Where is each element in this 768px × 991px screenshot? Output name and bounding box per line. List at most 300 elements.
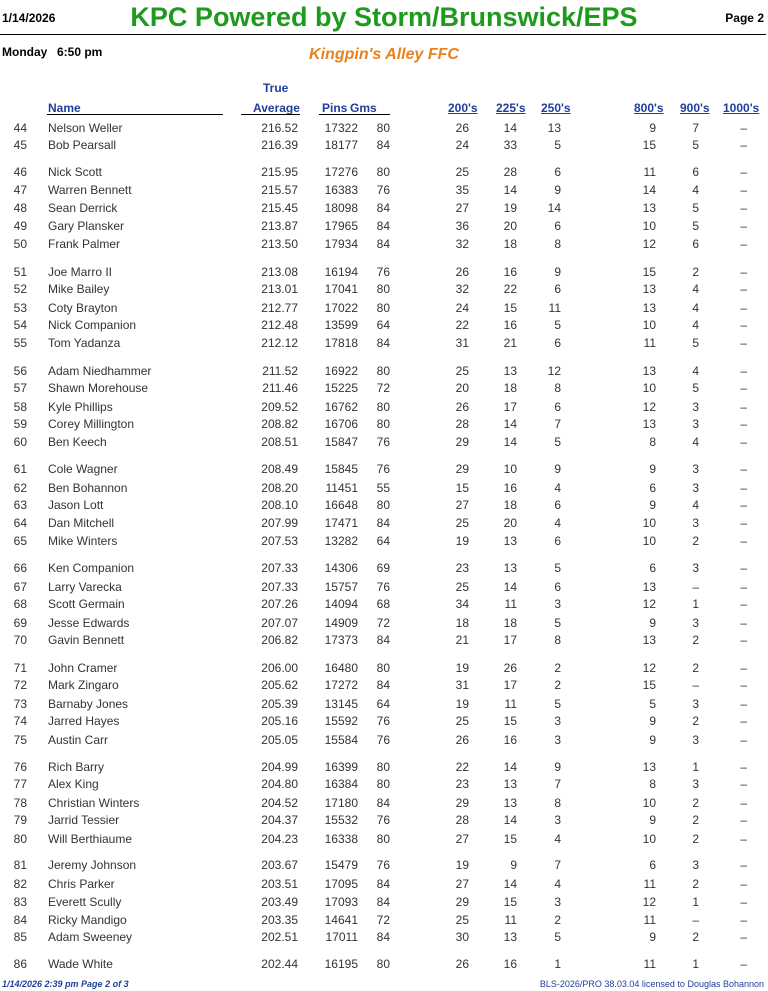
cell-average: 208.20 [261, 481, 298, 495]
cell-rank: 66 [13, 561, 27, 575]
table-row [0, 616, 768, 632]
cell-count-250: 3 [554, 895, 561, 909]
table-row [0, 336, 768, 352]
cell-count-225: 17 [503, 400, 517, 414]
cell-rank: 61 [13, 462, 27, 476]
cell-average: 208.10 [261, 498, 298, 512]
cell-series-900: 5 [692, 201, 699, 215]
cell-pins: 17934 [324, 237, 358, 251]
cell-count-225: 14 [503, 417, 517, 431]
cell-rank: 69 [13, 616, 27, 630]
cell-series-800: 15 [642, 678, 656, 692]
cell-series-1000: – [740, 534, 747, 548]
table-row [0, 498, 768, 514]
alley-name: Kingpin's Alley FFC [309, 46, 459, 63]
footer-license: BLS-2026/PRO 38.03.04 licensed to Douglas Bohannon [539, 979, 764, 989]
cell-series-1000: – [740, 381, 747, 395]
cell-average: 204.52 [261, 796, 298, 810]
cell-series-1000: – [740, 895, 747, 909]
cell-series-900: – [692, 913, 699, 927]
cell-rank: 62 [13, 481, 27, 495]
cell-rank: 49 [13, 219, 27, 233]
cell-series-800: 10 [642, 219, 656, 233]
cell-count-200: 15 [455, 481, 469, 495]
cell-series-900: – [692, 678, 699, 692]
table-row [0, 633, 768, 649]
cell-series-900: 4 [692, 498, 699, 512]
cell-series-900: 3 [692, 858, 699, 872]
header-rule [0, 34, 766, 35]
cell-count-225: 17 [503, 678, 517, 692]
cell-average: 202.44 [261, 957, 298, 971]
cell-games: 84 [376, 796, 390, 810]
cell-player-name: Jarred Hayes [48, 714, 120, 728]
cell-series-900: 2 [692, 877, 699, 891]
cell-series-900: 6 [692, 237, 699, 251]
cell-series-900: 5 [692, 381, 699, 395]
cell-pins: 18177 [324, 138, 358, 152]
cell-rank: 76 [13, 760, 27, 774]
cell-pins: 16399 [324, 760, 358, 774]
cell-count-200: 27 [455, 832, 469, 846]
cell-player-name: Shawn Morehouse [48, 381, 149, 395]
cell-series-800: 13 [642, 201, 656, 215]
cell-pins: 14641 [324, 913, 358, 927]
cell-average: 205.16 [261, 714, 298, 728]
cell-series-1000: – [740, 121, 747, 135]
cell-series-1000: – [740, 877, 747, 891]
cell-series-900: 2 [692, 534, 699, 548]
cell-average: 208.49 [261, 462, 298, 476]
cell-series-800: 6 [649, 561, 656, 575]
cell-pins: 17093 [324, 895, 358, 909]
cell-series-800: 12 [642, 895, 656, 909]
cell-series-1000: – [740, 813, 747, 827]
cell-count-250: 4 [554, 877, 561, 891]
table-row [0, 697, 768, 713]
cell-count-250: 6 [554, 400, 561, 414]
cell-series-800: 11 [643, 165, 656, 179]
table-row [0, 895, 768, 911]
cell-series-800: 10 [642, 381, 656, 395]
cell-series-800: 15 [642, 138, 656, 152]
cell-count-225: 18 [503, 498, 517, 512]
cell-pins: 17818 [324, 336, 358, 350]
cell-games: 76 [376, 580, 390, 594]
cell-player-name: Dan Mitchell [48, 516, 115, 530]
cell-player-name: Nick Scott [48, 165, 103, 179]
cell-series-800: 11 [643, 957, 656, 971]
cell-series-1000: – [740, 777, 747, 791]
table-row [0, 183, 768, 199]
cell-pins: 17276 [324, 165, 358, 179]
cell-games: 76 [376, 435, 390, 449]
cell-series-900: 2 [692, 832, 699, 846]
cell-series-800: 12 [642, 237, 656, 251]
cell-player-name: Joe Marro II [48, 265, 113, 279]
cell-count-200: 25 [455, 580, 469, 594]
cell-pins: 15532 [324, 813, 358, 827]
cell-count-200: 19 [455, 534, 469, 548]
cell-pins: 15847 [324, 435, 358, 449]
cell-count-225: 10 [503, 462, 517, 476]
cell-rank: 45 [13, 138, 27, 152]
cell-pins: 11451 [325, 481, 358, 495]
cell-count-250: 7 [554, 858, 561, 872]
cell-games: 84 [376, 877, 390, 891]
cell-count-250: 3 [554, 597, 561, 611]
cell-series-900: 5 [692, 336, 699, 350]
cell-count-200: 25 [455, 714, 469, 728]
cell-series-900: 5 [692, 219, 699, 233]
table-row [0, 237, 768, 253]
cell-pins: 17041 [324, 282, 358, 296]
cell-count-225: 18 [503, 616, 517, 630]
average-header-rule [241, 114, 300, 115]
col-header-gms: Gms [350, 101, 377, 115]
league-day: Monday [2, 45, 48, 59]
cell-series-1000: – [740, 183, 747, 197]
cell-pins: 16195 [324, 957, 358, 971]
cell-games: 76 [376, 462, 390, 476]
cell-games: 80 [376, 165, 390, 179]
table-row [0, 481, 768, 497]
cell-games: 80 [376, 121, 390, 135]
cell-pins: 13599 [324, 318, 358, 332]
cell-series-1000: – [740, 580, 747, 594]
cell-games: 64 [376, 697, 390, 711]
cell-average: 204.23 [261, 832, 298, 846]
table-row [0, 534, 768, 550]
cell-series-900: 2 [692, 930, 699, 944]
cell-games: 64 [376, 534, 390, 548]
cell-player-name: Mike Bailey [48, 282, 110, 296]
cell-count-225: 11 [504, 697, 517, 711]
cell-player-name: Jason Lott [48, 498, 104, 512]
cell-games: 72 [376, 381, 390, 395]
cell-series-1000: – [740, 597, 747, 611]
cell-pins: 15584 [324, 733, 358, 747]
cell-rank: 54 [13, 318, 27, 332]
cell-player-name: Mark Zingaro [48, 678, 119, 692]
cell-count-225: 14 [503, 183, 517, 197]
cell-player-name: Austin Carr [48, 733, 109, 747]
cell-count-225: 14 [503, 580, 517, 594]
cell-player-name: Nick Companion [48, 318, 137, 332]
cell-pins: 17373 [324, 633, 358, 647]
cell-count-225: 16 [503, 481, 517, 495]
cell-rank: 46 [13, 165, 27, 179]
cell-rank: 52 [13, 282, 27, 296]
table-row [0, 435, 768, 451]
cell-pins: 16762 [324, 400, 358, 414]
col-header-900: 900's [680, 101, 710, 115]
cell-series-900: 2 [692, 714, 699, 728]
cell-average: 209.52 [261, 400, 298, 414]
table-row [0, 561, 768, 577]
cell-rank: 81 [13, 858, 27, 872]
cell-count-200: 19 [455, 697, 469, 711]
cell-count-250: 6 [554, 336, 561, 350]
cell-pins: 14909 [324, 616, 358, 630]
cell-count-200: 30 [455, 930, 469, 944]
cell-games: 72 [376, 913, 390, 927]
cell-pins: 16648 [324, 498, 358, 512]
cell-average: 215.95 [261, 165, 298, 179]
cell-series-800: 10 [642, 534, 656, 548]
cell-rank: 53 [13, 301, 27, 315]
cell-series-1000: – [740, 462, 747, 476]
cell-count-250: 5 [554, 318, 561, 332]
cell-average: 213.50 [261, 237, 298, 251]
cell-average: 205.05 [261, 733, 298, 747]
cell-rank: 71 [13, 661, 27, 675]
table-row [0, 318, 768, 334]
cell-count-200: 32 [455, 282, 469, 296]
cell-rank: 78 [13, 796, 27, 810]
cell-player-name: Christian Winters [48, 796, 140, 810]
cell-series-800: 9 [649, 930, 656, 944]
cell-series-800: 12 [642, 400, 656, 414]
cell-player-name: Will Berthiaume [48, 832, 133, 846]
cell-series-900: 4 [692, 183, 699, 197]
cell-count-200: 25 [455, 165, 469, 179]
cell-average: 202.51 [261, 930, 298, 944]
col-header-name: Name [48, 101, 81, 115]
cell-count-250: 1 [554, 957, 561, 971]
cell-player-name: Adam Niedhammer [48, 364, 152, 378]
cell-count-200: 29 [455, 895, 469, 909]
cell-games: 80 [376, 760, 390, 774]
table-row [0, 777, 768, 793]
cell-games: 76 [376, 733, 390, 747]
cell-series-900: 3 [692, 561, 699, 575]
cell-count-250: 2 [554, 913, 561, 927]
cell-games: 80 [376, 301, 390, 315]
cell-games: 72 [376, 616, 390, 630]
cell-player-name: Kyle Phillips [48, 400, 113, 414]
table-row [0, 813, 768, 829]
cell-count-200: 29 [455, 796, 469, 810]
cell-rank: 80 [13, 832, 27, 846]
table-row [0, 930, 768, 946]
cell-rank: 65 [13, 534, 27, 548]
cell-series-800: 13 [642, 282, 656, 296]
cell-pins: 17965 [324, 219, 358, 233]
cell-series-900: 4 [692, 435, 699, 449]
cell-games: 84 [376, 930, 390, 944]
cell-count-250: 9 [554, 265, 561, 279]
table-row [0, 462, 768, 478]
cell-rank: 73 [13, 697, 27, 711]
cell-series-1000: – [740, 661, 747, 675]
cell-series-800: 6 [649, 481, 656, 495]
cell-series-800: 13 [642, 301, 656, 315]
cell-series-1000: – [740, 265, 747, 279]
cell-count-225: 14 [503, 121, 517, 135]
cell-games: 64 [376, 318, 390, 332]
cell-series-1000: – [740, 201, 747, 215]
cell-average: 211.46 [262, 381, 298, 395]
cell-series-800: 11 [643, 877, 656, 891]
cell-series-1000: – [740, 516, 747, 530]
cell-count-225: 16 [503, 733, 517, 747]
cell-games: 68 [376, 597, 390, 611]
cell-player-name: Ben Keech [48, 435, 107, 449]
cell-count-225: 19 [503, 201, 517, 215]
table-row [0, 165, 768, 181]
cell-pins: 17011 [325, 930, 358, 944]
cell-count-250: 8 [554, 381, 561, 395]
table-row [0, 678, 768, 694]
table-row [0, 597, 768, 613]
cell-count-250: 12 [547, 364, 561, 378]
cell-series-1000: – [740, 697, 747, 711]
cell-series-800: 9 [649, 616, 656, 630]
cell-player-name: Everett Scully [48, 895, 122, 909]
cell-games: 76 [376, 813, 390, 827]
cell-games: 80 [376, 661, 390, 675]
footer-print-info: 1/14/2026 2:39 pm Page 2 of 3 [2, 979, 129, 989]
cell-games: 76 [376, 265, 390, 279]
cell-series-900: 2 [692, 661, 699, 675]
cell-count-200: 32 [455, 237, 469, 251]
cell-rank: 67 [13, 580, 27, 594]
cell-count-225: 15 [503, 301, 517, 315]
cell-count-225: 14 [503, 760, 517, 774]
cell-average: 216.39 [261, 138, 298, 152]
cell-series-900: 4 [692, 364, 699, 378]
cell-series-900: 3 [692, 516, 699, 530]
cell-count-250: 9 [554, 462, 561, 476]
cell-count-250: 9 [554, 183, 561, 197]
table-row [0, 282, 768, 298]
cell-player-name: Barnaby Jones [48, 697, 129, 711]
cell-pins: 16480 [324, 661, 358, 675]
table-row [0, 580, 768, 596]
cell-count-225: 13 [503, 534, 517, 548]
cell-games: 76 [376, 714, 390, 728]
cell-rank: 44 [13, 121, 27, 135]
cell-player-name: Chris Parker [48, 877, 115, 891]
cell-series-1000: – [740, 282, 747, 296]
cell-player-name: Wade White [48, 957, 113, 971]
cell-series-1000: – [740, 733, 747, 747]
cell-games: 80 [376, 364, 390, 378]
cell-rank: 50 [13, 237, 27, 251]
cell-average: 203.49 [261, 895, 298, 909]
cell-count-200: 26 [455, 957, 469, 971]
cell-series-900: 3 [692, 697, 699, 711]
cell-rank: 72 [13, 678, 27, 692]
cell-count-225: 13 [503, 796, 517, 810]
cell-series-900: 3 [692, 417, 699, 431]
table-row [0, 796, 768, 812]
cell-count-250: 5 [554, 138, 561, 152]
cell-games: 76 [376, 858, 390, 872]
cell-count-225: 11 [504, 913, 517, 927]
cell-count-225: 28 [503, 165, 517, 179]
cell-player-name: Corey Millington [48, 417, 135, 431]
cell-count-225: 13 [503, 930, 517, 944]
cell-series-800: 13 [642, 580, 656, 594]
col-header-800: 800's [634, 101, 664, 115]
cell-count-225: 14 [503, 435, 517, 449]
cell-series-900: 3 [692, 462, 699, 476]
cell-average: 203.51 [261, 877, 298, 891]
cell-average: 208.82 [261, 417, 298, 431]
cell-series-900: – [692, 580, 699, 594]
cell-player-name: Frank Palmer [48, 237, 121, 251]
name-header-rule [47, 114, 223, 115]
cell-series-1000: – [740, 930, 747, 944]
cell-player-name: Rich Barry [48, 760, 105, 774]
cell-series-800: 9 [649, 714, 656, 728]
cell-count-225: 9 [510, 858, 517, 872]
cell-count-250: 7 [554, 777, 561, 791]
table-row [0, 858, 768, 874]
cell-count-200: 25 [455, 516, 469, 530]
table-row [0, 733, 768, 749]
cell-games: 80 [376, 282, 390, 296]
cell-count-250: 9 [554, 760, 561, 774]
cell-pins: 17180 [324, 796, 358, 810]
cell-count-200: 27 [455, 877, 469, 891]
cell-series-1000: – [740, 498, 747, 512]
cell-count-225: 33 [503, 138, 517, 152]
cell-count-200: 28 [455, 417, 469, 431]
cell-series-800: 11 [643, 913, 656, 927]
cell-series-900: 3 [692, 400, 699, 414]
cell-pins: 15845 [324, 462, 358, 476]
cell-count-225: 16 [503, 318, 517, 332]
cell-series-900: 1 [692, 760, 699, 774]
cell-pins: 16922 [324, 364, 358, 378]
table-row [0, 121, 768, 137]
cell-count-225: 14 [503, 877, 517, 891]
cell-games: 80 [376, 957, 390, 971]
cell-count-200: 34 [455, 597, 469, 611]
cell-series-1000: – [740, 561, 747, 575]
cell-count-250: 7 [554, 417, 561, 431]
cell-rank: 51 [13, 265, 27, 279]
cell-series-1000: – [740, 318, 747, 332]
page-number: Page 2 [725, 11, 764, 25]
cell-series-800: 5 [649, 697, 656, 711]
col-header-true: True [263, 81, 289, 95]
cell-player-name: John Cramer [48, 661, 118, 675]
cell-pins: 18098 [324, 201, 358, 215]
cell-series-800: 9 [649, 462, 656, 476]
cell-series-800: 14 [642, 183, 656, 197]
cell-count-250: 11 [548, 301, 561, 315]
cell-pins: 17272 [324, 678, 358, 692]
cell-series-900: 3 [692, 777, 699, 791]
cell-average: 212.12 [261, 336, 298, 350]
cell-count-225: 13 [503, 777, 517, 791]
table-row [0, 714, 768, 730]
cell-series-900: 3 [692, 733, 699, 747]
cell-count-200: 24 [455, 301, 469, 315]
cell-player-name: Bob Pearsall [48, 138, 117, 152]
cell-pins: 14306 [324, 561, 358, 575]
cell-games: 80 [376, 832, 390, 846]
table-row [0, 201, 768, 217]
cell-rank: 64 [13, 516, 27, 530]
cell-pins: 17322 [324, 121, 358, 135]
cell-series-900: 1 [692, 895, 699, 909]
cell-series-800: 13 [642, 633, 656, 647]
